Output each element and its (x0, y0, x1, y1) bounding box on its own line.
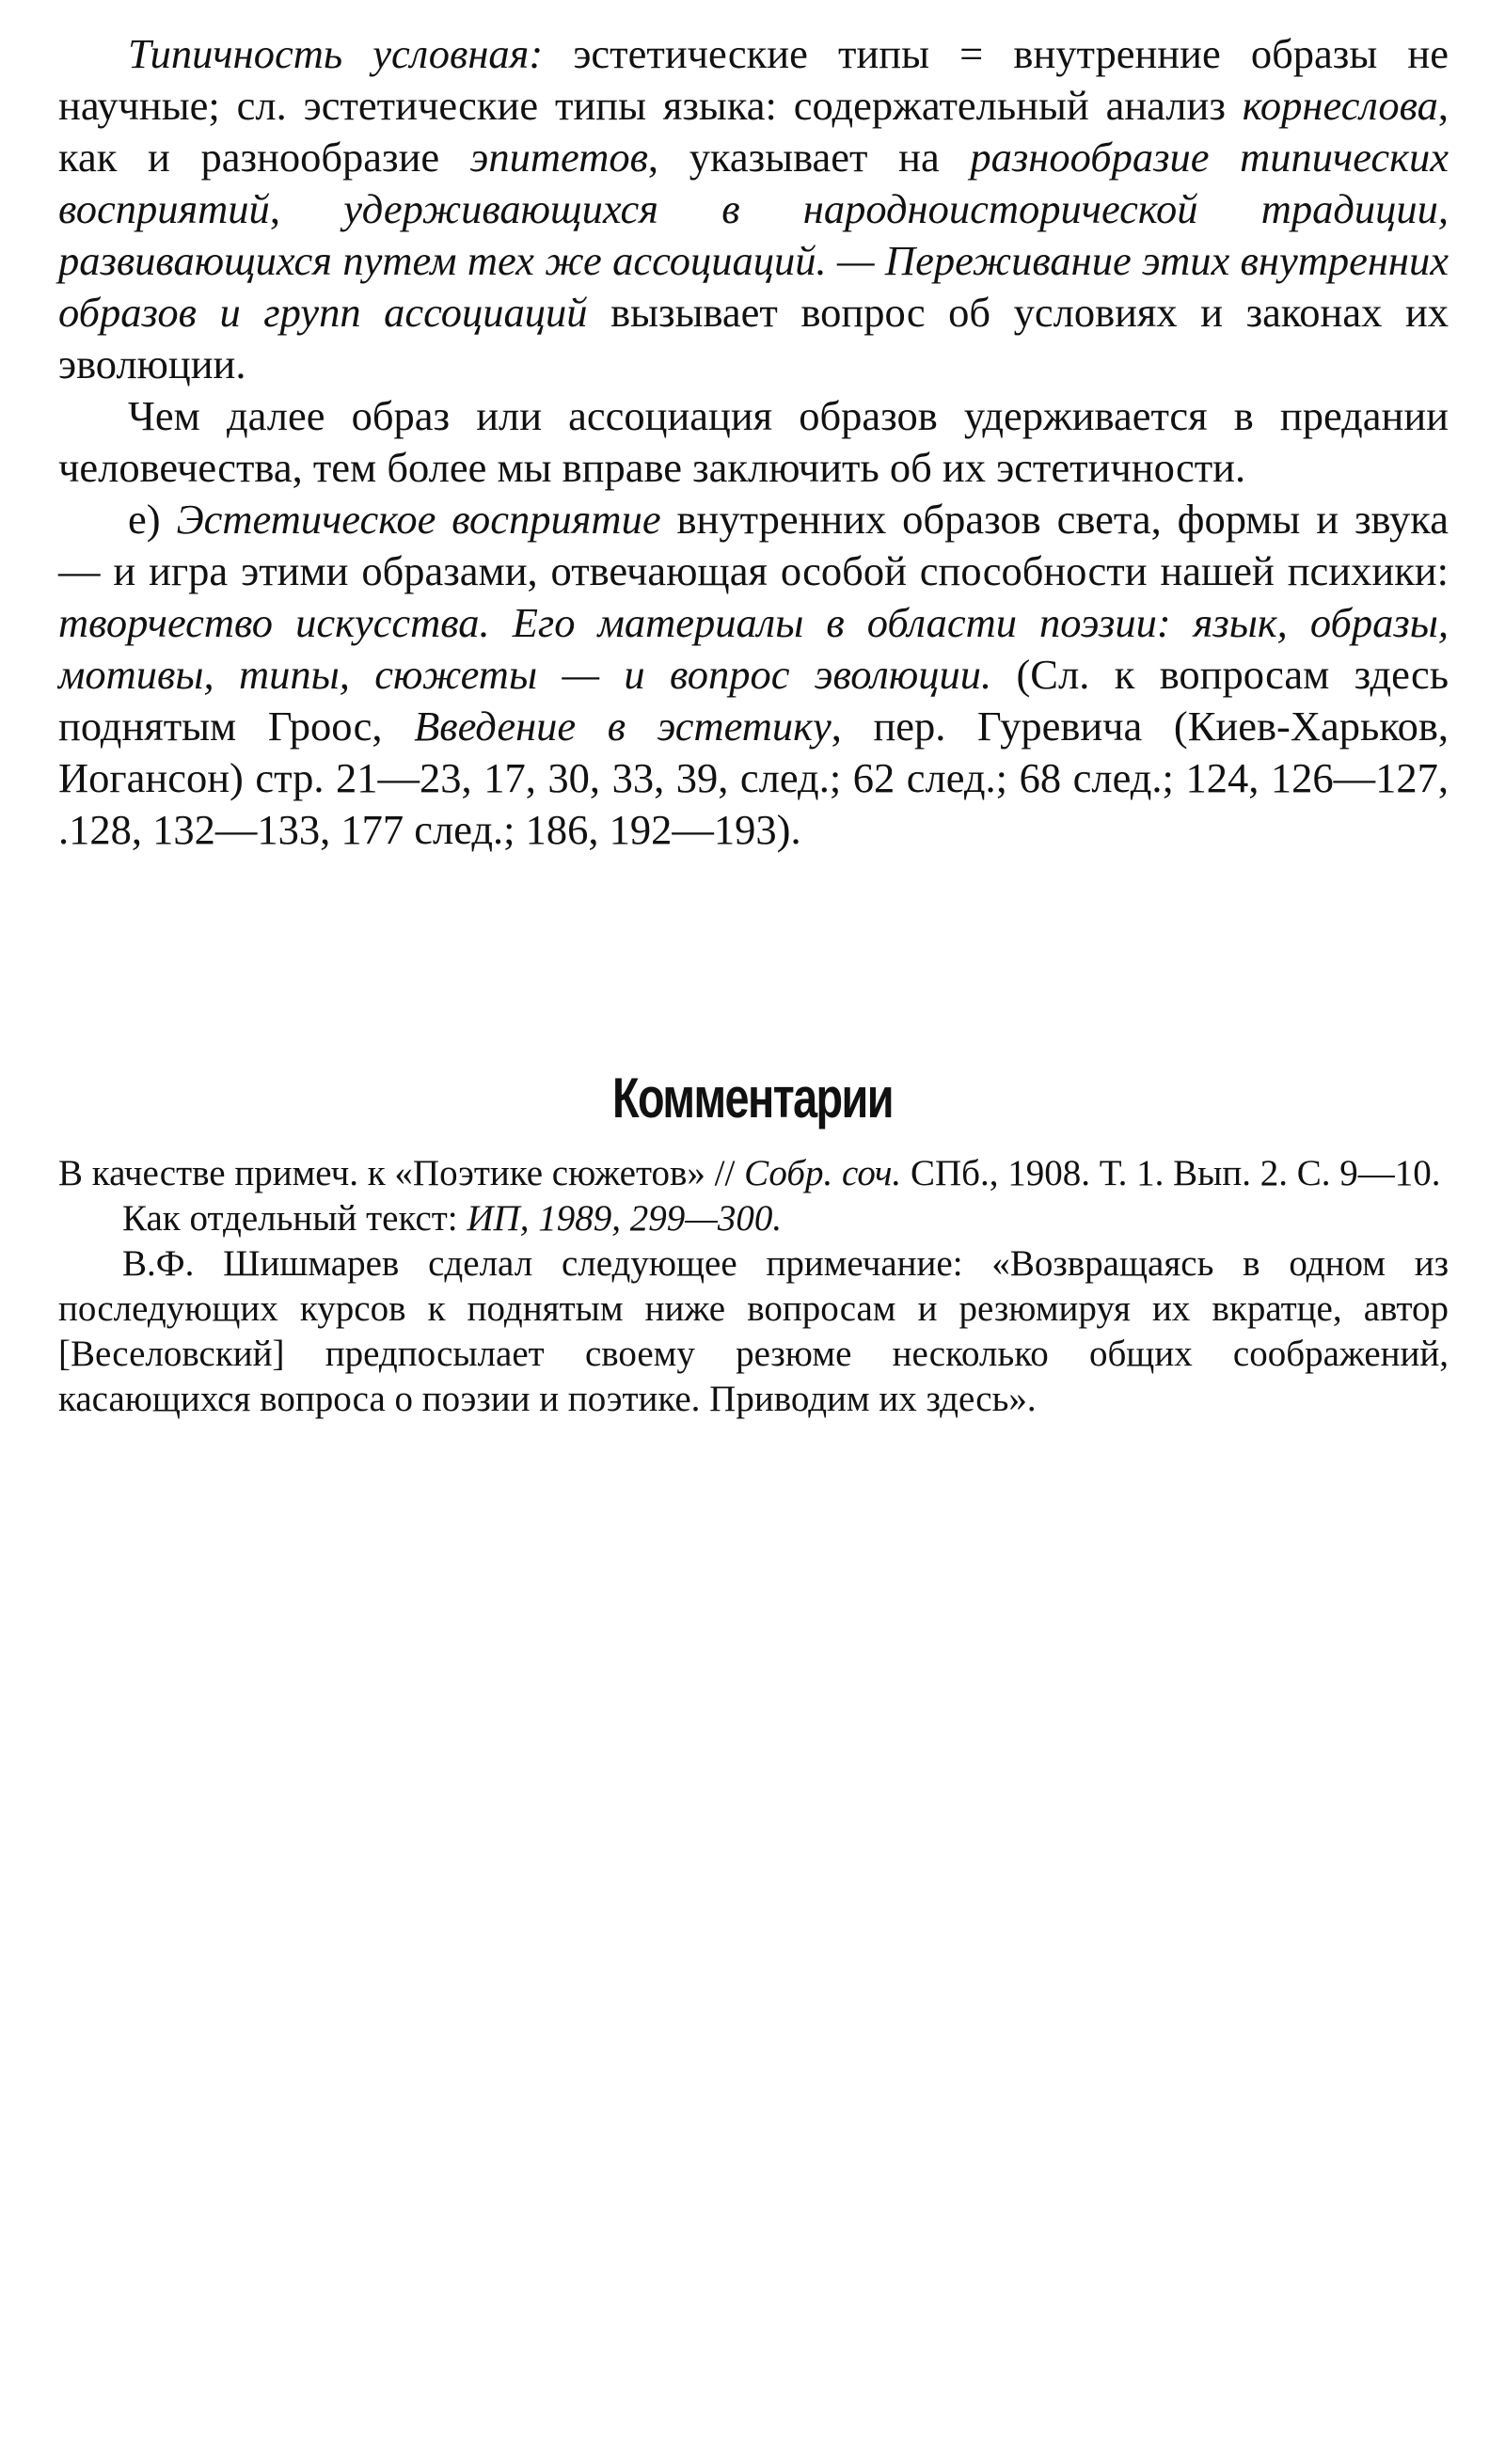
paragraph-typicality (58, 28, 1449, 390)
book-title: Введение в эстетику (414, 703, 832, 750)
text-segment: , как и разнообразие (58, 82, 1449, 181)
paragraph-tradition: Чем далее образ или ассоциация образов удерживается в предании человечества, тем более мы вправе заключить об их эстетичности. (58, 392, 1449, 491)
text-segment: эстетические типы = внутренние образы не научные; сл. эстетические типы языка: содержательный анализ (58, 30, 1449, 129)
comment-separate-text (58, 1196, 1449, 1241)
italic-phrase: разнообразие типических восприятий (58, 134, 1449, 232)
term-typicality: Типичность условная: (128, 30, 544, 77)
text-segment: внутренних образов света, формы и звука — и игра этими образами, отвечающая особой способности нашей психики: (58, 496, 1449, 594)
text-segment: Как отдельный текст: (122, 1198, 467, 1239)
comment-note: В.Ф. Шишмарев сделал следующее примечание: «Возвращаясь в одном из последующих курсов к поднятым ниже вопросам и резюмируя их вкратце, автор [Веселовский] предпосылает своему резюме несколько общих соображений, касающихся вопроса о поэзии и поэтике. Приводим их здесь». (58, 1243, 1449, 1419)
list-marker: е) (128, 496, 177, 543)
text-segment: , указывает на (647, 134, 971, 181)
source-reference: ИП, 1989, 299—300. (467, 1198, 783, 1239)
italic-phrase: творчество искусства. Его материалы в области поэзии: язык, образы, мотивы, типы, сюжеты — и вопрос эволюции. (58, 599, 1449, 698)
paragraph-aesthetic-perception (58, 494, 1449, 856)
comments-section (58, 1151, 1449, 1422)
text-segment: , (269, 185, 344, 232)
text-segment: , пер. Гуревича (Киев-Харьков, Иогансон) стр. 21—23, 17, 30, 33, 39, след.; 62 след.; 68 след.; 124, 126—127, .128, 132—133, 177 след.; 186, 192—193). (58, 703, 1449, 853)
comments-heading: Комментарии (611, 1066, 893, 1129)
italic-phrase: удерживающихся в народноисторической традиции, развивающихся путем тех же ассоциаций. — Переживание этих внутренних образов и групп ассоциаций (58, 185, 1450, 336)
comment-source (58, 1151, 1449, 1196)
text-segment: (Сл. к вопросам здесь поднятым Гроос, (58, 651, 1450, 750)
text-segment: СПб., 1908. Т. 1. Вып. 2. С. 9—10. (901, 1153, 1441, 1193)
term-epithets: эпитетов (469, 134, 648, 181)
main-text (58, 28, 1449, 856)
term-aesthetic-perception: Эстетическое восприятие (176, 496, 661, 543)
term-root-word: корнеслова (1242, 82, 1438, 129)
text-segment: В качестве примеч. к «Поэтике сюжетов» // (58, 1153, 745, 1193)
text-segment: вызывает вопрос об условиях и законах их эволюции. (58, 289, 1450, 387)
source-title: Собр. соч. (744, 1153, 902, 1193)
